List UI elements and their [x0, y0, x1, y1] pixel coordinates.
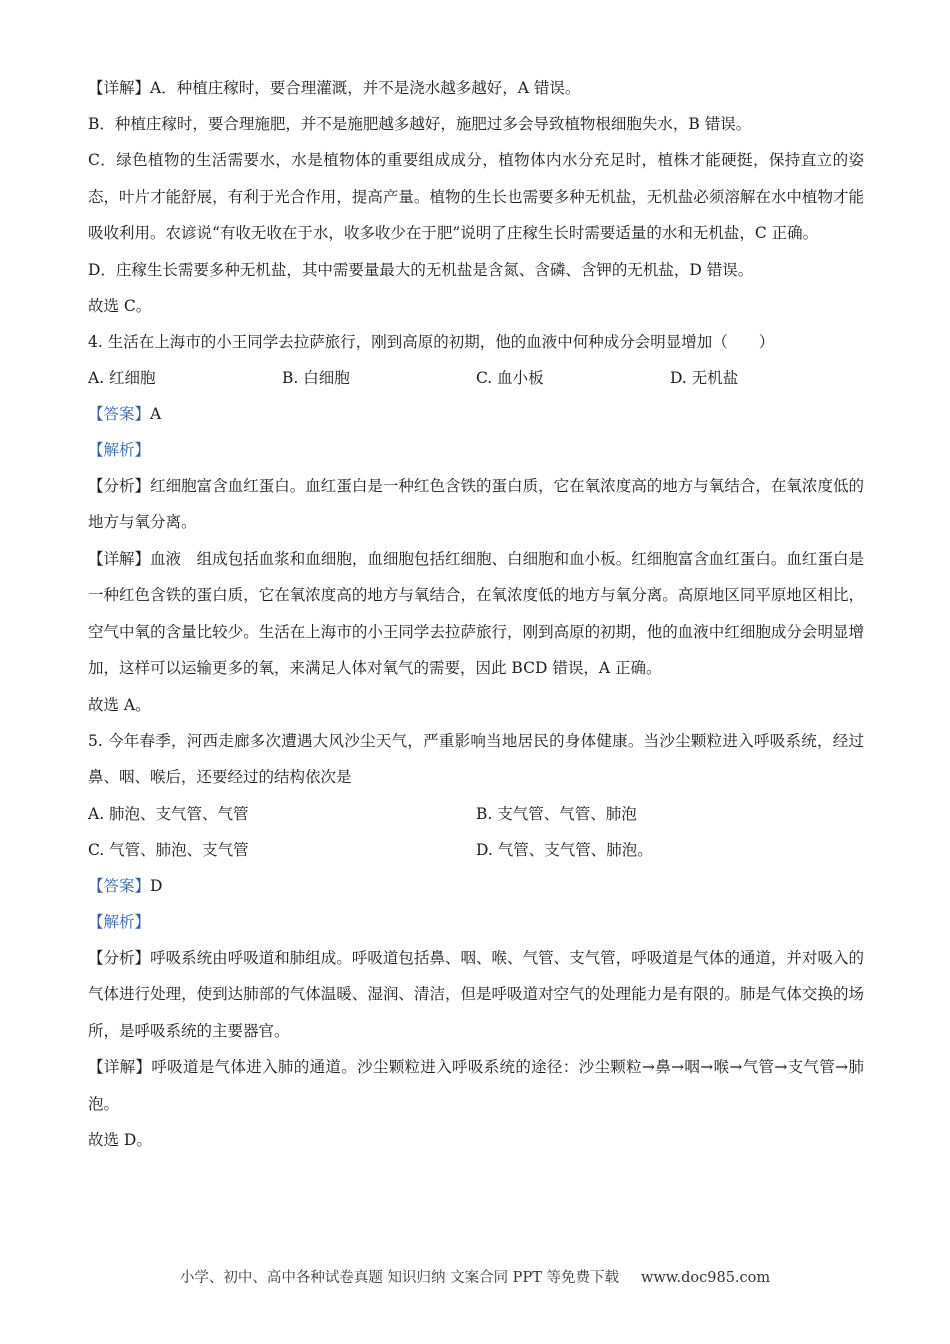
q5-xiangjie-label: 【详解】: [88, 1058, 152, 1076]
q4-option-a: A. 红细胞: [88, 368, 156, 387]
q4-answer-label: 【答案】: [88, 404, 151, 423]
q5-options-row1: [88, 796, 864, 832]
page-footer: [0, 1266, 950, 1287]
q4-xiangjie-text: 血液 组成包括血浆和血细胞，血细胞包括红细胞、白细胞和血小板。红细胞富含血红蛋白。血红蛋白是一种红色含铁的蛋白质，它在氧浓度高的地方与氧结合，在氧浓度低的地方与氧分离。高原地区同平原地区相比，空气中氧的含量比较少。生活在上海市的小王同学去拉萨旅行，刚到高原的初期，他的血液中红细胞成分会明显增加，这样可以运输更多的氧，来满足人体对氧气的需要，因此 BCD 错误，A 正确。: [88, 549, 864, 677]
q4-answer: [88, 396, 864, 432]
q4-option-b: B. 白细胞: [282, 368, 350, 387]
q5-option-a: A. 肺泡、支气管、气管: [88, 804, 249, 823]
q4-fenxi: [88, 468, 864, 541]
q4-answer-value: A: [150, 404, 162, 423]
q5-fenxi-text: 呼吸系统由呼吸道和肺组成。呼吸道包括鼻、咽、喉、气管、支气管，呼吸道是气体的通道，并对吸入的气体进行处理，使到达肺部的气体温暖、湿润、清洁，但是呼吸道对空气的处理能力是有限的。肺是气体交换的场所，是呼吸系统的主要器官。: [88, 948, 864, 1040]
q4-fenxi-label: 【分析】: [88, 476, 151, 495]
q4-stem: 4. 生活在上海市的小王同学去拉萨旅行，刚到高原的初期，他的血液中何种成分会明显增加（ ）: [88, 332, 775, 351]
q5-answer-label: 【答案】: [88, 876, 151, 895]
q3-detail-d: D．庄稼生长需要多种无机盐，其中需要量最大的无机盐是含氮、含磷、含钾的无机盐，D 错误。: [88, 260, 754, 279]
q4-analysis-label: 【解析】: [88, 440, 151, 459]
q5-option-d: D. 气管、支气管、肺泡。: [476, 840, 653, 859]
q4-options: [88, 360, 864, 396]
q5-stem: 5. 今年春季，河西走廊多次遭遇大风沙尘天气，严重影响当地居民的身体健康。当沙尘颗粒进入呼吸系统，经过鼻、咽、喉后，还要经过的结构依次是: [88, 731, 864, 786]
q5-xiangjie: [88, 1049, 864, 1122]
q4-option-d: D. 无机盐: [670, 368, 739, 387]
q4-xiangjie-label: 【详解】: [88, 549, 151, 568]
q5-choice: 故选 D。: [88, 1131, 152, 1149]
q5-analysis-label: 【解析】: [88, 912, 151, 931]
q3-detail-b: B．种植庄稼时，要合理施肥，并不是施肥越多越好，施肥过多会导致植物根细胞失水，B 错误。: [88, 115, 752, 133]
q5-answer: [88, 868, 864, 904]
q3-detail-c: C．绿色植物的生活需要水，水是植物体的重要组成成分，植物体内水分充足时，植株才能硬挺，保持直立的姿态，叶片才能舒展，有利于光合作用，提高产量。植物的生长也需要多种无机盐，无机盐必须溶解在水中植物才能吸收利用。农谚说“有收无收在于水，收多收少在于肥”说明了庄稼生长时需要适量的水和无机盐，C 正确。: [88, 151, 864, 242]
q5-xiangjie-text: 呼吸道是气体进入肺的通道。沙尘颗粒进入呼吸系统的途径：沙尘颗粒→鼻→咽→喉→气管→支气管→肺泡。: [88, 1058, 864, 1113]
q4-fenxi-text: 红细胞富含血红蛋白。血红蛋白是一种红色含铁的蛋白质，它在氧浓度高的地方与氧结合，在氧浓度低的地方与氧分离。: [88, 476, 864, 531]
footer-url[interactable]: www.doc985.com: [640, 1270, 771, 1286]
footer-text: 小学、初中、高中各种试卷真题 知识归纳 文案合同 PPT 等免费下载: [179, 1270, 619, 1286]
q3-choice: 故选 C。: [88, 296, 152, 315]
q5-option-c: C. 气管、肺泡、支气管: [88, 840, 249, 859]
q5-answer-value: D: [150, 876, 163, 895]
q3-detail-a: 【详解】A．种植庄稼时，要合理灌溉，并不是浇水越多越好，A 错误。: [88, 79, 581, 97]
q5-option-b: B. 支气管、气管、肺泡: [476, 804, 637, 823]
q5-fenxi-label: 【分析】: [88, 948, 151, 967]
q4-option-c: C. 血小板: [476, 368, 544, 387]
q4-xiangjie: [88, 541, 864, 687]
q5-fenxi: [88, 940, 864, 1050]
document-page: [88, 70, 864, 1158]
q4-choice: 故选 A。: [88, 695, 151, 714]
q5-options-row2: [88, 832, 864, 868]
